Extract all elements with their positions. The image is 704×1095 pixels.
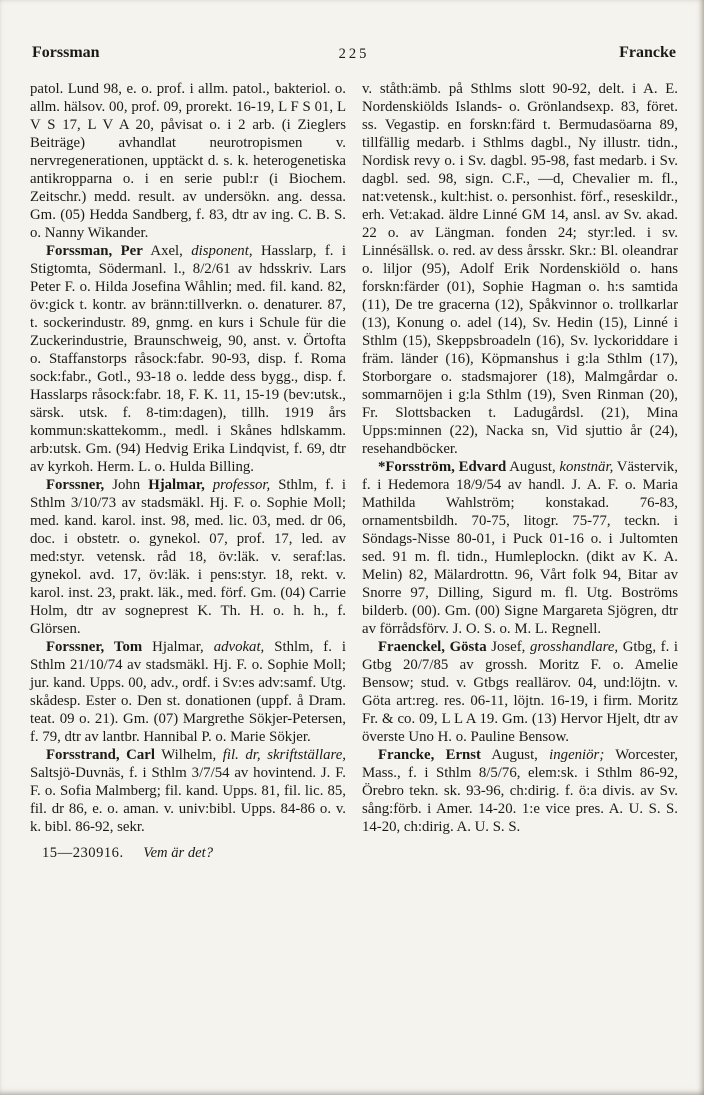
entry-forsstrand-continued xyxy=(362,80,678,458)
entry-forssner-tom xyxy=(30,638,346,746)
entry-title-text: professor, xyxy=(212,477,271,493)
entry-body-text: Hasslarp, f. i Stigtomta, Södermanl. l., 8/2/61 av hdsskriv. Lars Peter F. o. Hilda Josefina Wåhlin; med. fil. kand. 82, öv:gick t. kontr. av bränn:tillverkn. o. denaturer. 87, t. sockerindustr. 89, gnmg. en kurs i Schule für die Zuckerindustrie, Braunschweig, 90, anst. v. Örtofta o. Staffanstorps råsock:fabr. 90-93, disp. f. Roma sock:fabr., Gotl., 93-18 o. ledde dess bygg., disp. f. Hasslarps råsock:fabr. 18, F. K. 11, 15-19 (bev:utsk., särsk. utsk. f. 8-tim:dagen), tillh. 1919 års kommun:skattekomm., medl. i Skånes hdlskamm. arb:utsk. Gm. (94) Hedvig Erika Lindqvist, f. 69, dtr av kyrkoh. Herm. L. o. Hulda Billing. xyxy=(30,243,347,475)
entry-title-text: disponent, xyxy=(191,243,253,259)
entry-title-text: advokat, xyxy=(213,639,265,655)
entry-body-text: Sthlm, f. i Sthlm 21/10/74 av stadsmäkl. Hj. F. o. Sophie Moll; jur. kand. Upps. 00, adv., ordf. i Sv:es adv:samf. Utg. skådesp. Ester o. Den st. donationen (uppf. å Dram. teat. 09 o. 21). Gm. (07) Margrethe Sökjer-Petersen, f. 79, dtr av lantbr. Hannibal P. o. Marie Sökjer. xyxy=(30,639,346,745)
entry-body-text: Sthlm, f. i Sthlm 3/10/73 av stadsmäkl. Hj. F. o. Sophie Moll; med. kand. karol. inst. 98, med. lic. 03, med. dr 06, doc. i obstetr. o. gynekol. 07, prof. 17, led. av med:styr. vetensk. råd 18, öv:läk. v. seraf:las. gynekol. avd. 17, öv:läk. i pens:styr. 18, rekt. v. karol. inst. 23, prakt. läk., med. förf. Gm. (04) Carrie Holm, dtr av sogneprest K. Th. H. o. h. h., f. Glörsen. xyxy=(30,477,346,637)
page-header xyxy=(30,44,678,66)
column-left xyxy=(30,80,346,836)
entry-body-text: John xyxy=(104,477,149,493)
entry-name-text: Forssman, Per xyxy=(46,243,143,259)
entry-body-text: August, xyxy=(506,459,560,475)
entry-body-text: v. ståth:ämb. på Sthlms slott 90-92, delt. i A. E. Nordenskiölds Islands- o. Grönlandsexp. 83, föret. ss. Vegastip. en forskn:färd t. Bermudasöarna 89, tillfällig medarb. i Sthlms dagbl., Ny illustr. tidn., Nordisk revy o. i Sv. dagbl. 95-98, fast medarb. i Sv. dagbl. sed. 98, sign. C.F., —d, Chevalier m. fl., nat:vetensk., kult:hist. o. personhist. förf., reseskildr., erh. Vet:akad. äldre Linné GM 14, ansl. av Sv. akad. 22 o. av Längman. fonden 24; styr:led. i sv. Linnésällsk. o. red. av dess årsskr. Skr.: Bl. oleandrar o. liljor (95), Adolf Erik Nordenskiöld o. hans forskn:färder (01), Sophie Hagman o. h:s samtida (11), De tre gracerna (12), Spåkvinnor o. trollkarlar (13), Konung o. adel (14), Sv. Hedin (15), Linné i Sthlm (15), Skeppsbroadeln (16), Sv. lyckoriddare i främ. länder (16), Köpmanshus i g:la Sthlm (17), Storborgare o. stadsmajorer (18), Malmgårdar o. sommarnöjen i g:la Sthlm (19), Sven Rinman (20), Fr. Slottsbacken t. Ladugårdsl. (21), Mina Upps:minnen (22), Nacka sn, Vid sjuttio år (24), resehandböcker. xyxy=(362,81,678,457)
entry-name-text: Forssner, Tom xyxy=(46,639,143,655)
header-guide-word-right: Francke xyxy=(619,44,676,61)
entry-body-text: Gtbg, f. i Gtbg 20/7/85 av grossh. Moritz F. o. Amelie Bensow; stud. v. Gtbgs reallärov. 04, und:löjtn. v. Göta art:reg. res. 06-11, löjtn. 16-19, i firm. Moritz Fr. & co. 09, L L A 19. Gm. (13) Hervor Hjelt, dtr av överste Uno H. o. Pauline Bensow. xyxy=(362,639,679,745)
page-footer xyxy=(30,845,678,862)
entry-forsstrand-carl xyxy=(30,746,346,836)
entry-forssner-john xyxy=(30,476,346,638)
entry-body-text: Worcester, Mass., f. i Sthlm 8/5/76, elem:sk. i Sthlm 86-92, Örebro tekn. sk. 93-96, ch:dirig. f. ö:a divis. av Sv. sång:förb. i Amer. 14-20. 1:e vice pres. A. U. S. S. 14-20, ch:dirig. A. U. S. S. xyxy=(362,747,678,835)
entry-name-text: Francke, Ernst xyxy=(378,747,481,763)
entry-name-text: Forsstrand, Carl xyxy=(46,747,155,763)
entry-forsstrom-edvard xyxy=(362,458,678,638)
entry-body-text: August, xyxy=(480,747,550,763)
entry-body-text xyxy=(205,477,213,493)
entry-body-text: Josef, xyxy=(486,639,530,655)
header-guide-word-left: Forssman xyxy=(32,44,100,61)
entry-name-text: Forssner, xyxy=(46,477,105,493)
entry-body-text: Västervik, f. i Hedemora 18/9/54 av handl. J. A. F. o. Maria Mathilda Wahlström; konstakad. 76-83, ornamentsbildh. 70-75, litogr. 75-77, teckn. i Söndags-Nisse 80-01, i Puck 01-16 o. i Jultomten sed. 91 m. fl. tidn., Humleplockn. (dikt av K. A. Melin) 82, Mälardrottn. 96, Vårt folk 94, Bitar av Snorre 97, Dilling, Sigurd m. fl. Utg. Boströms bilderb. (00). Gm. (00) Signe Margareta Sjögren, dtr av förrådsförv. J. O. S. o. M. L. Regnell. xyxy=(362,459,678,637)
entry-title-text: fil. dr, skriftställare, xyxy=(222,747,346,763)
entry-body-text: patol. Lund 98, e. o. prof. i allm. patol., bakteriol. o. allm. hälsov. 00, prof. 09, prorekt. 16-19, L F S 01, L V S 17, L V A 20, påvisat o. i 2 arb. (i Zieglers Beiträge) avhandlat neurotropismen v. nervregenerationen, upptäckt d. s. k. heterogenetiska antikropparna o. i en serie publ:r (i Biochem. Zeitschr.) medd. result. av undersökn. ang. dessa. Gm. (05) Hedda Sandberg, f. 83, dtr av ing. C. B. S. o. Nanny Wikander. xyxy=(30,81,346,241)
entry-body-text: Hjalmar, xyxy=(142,639,214,655)
entry-body-text: Saltsjö-Duvnäs, f. i Sthlm 3/7/54 av hovintend. J. F. F. o. Sofia Malmberg; fil. kand. Upps. 81, fil. lic. 85, fil. dr 86, e. o. aman. v. univ:bibl. Upps. 84-86 o. v. k. bibl. 86-92, sekr. xyxy=(30,765,346,835)
entry-name-text: Hjalmar, xyxy=(148,477,205,493)
page-number: 225 xyxy=(338,46,370,62)
entry-name-text: *Forsström, Edvard xyxy=(378,459,507,475)
entry-title-text: konstnär, xyxy=(559,459,614,475)
book-title: Vem är det? xyxy=(143,845,213,861)
entry-body-text: Wilhelm, xyxy=(154,747,223,763)
entry-forssman-per xyxy=(30,242,346,476)
printer-signature: 15—230916. xyxy=(42,845,124,861)
text-columns xyxy=(30,80,678,836)
entry-forssman-continued xyxy=(30,80,346,242)
entry-title-text: grosshandlare, xyxy=(529,639,619,655)
column-right xyxy=(362,80,678,836)
entry-name-text: Fraenckel, Gösta xyxy=(378,639,487,655)
entry-francke-ernst xyxy=(362,746,678,836)
entry-title-text: ingeniör; xyxy=(549,747,605,763)
entry-body-text: Axel, xyxy=(142,243,192,259)
entry-fraenckel-gosta xyxy=(362,638,678,746)
